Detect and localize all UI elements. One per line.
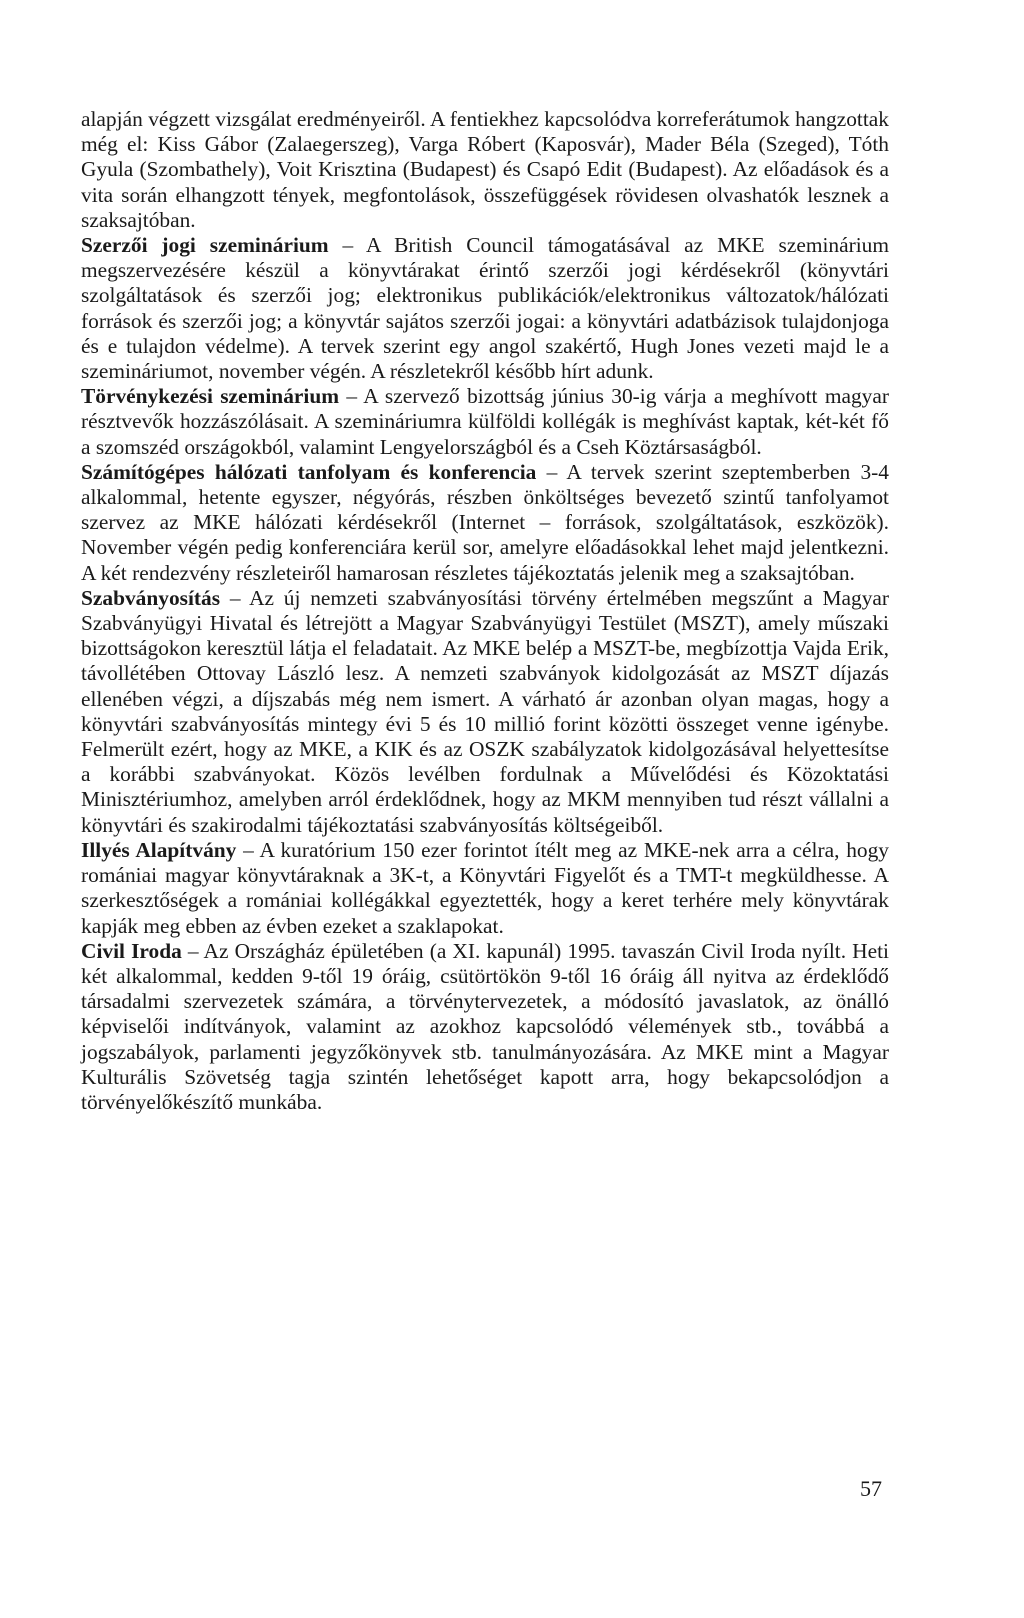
- section-heading: Szabványosítás: [81, 585, 221, 610]
- intro-paragraph: alapján végzett vizsgálat eredményeiről. A fentiekhez kapcsolódva korreferátumok hangzottak még el: Kiss Gábor (Zalaegerszeg), Varga Róbert (Kaposvár), Mader Béla (Szeged), Tóth Gyula (Szombathely), Voit Krisztina (Budapest) és Csapó Edit (Budapest). Az előadások és a vita során elhangzott tények, megfontolások, összefüggések rövidesen olvashatók lesznek a szaksajtóban.: [81, 107, 889, 232]
- section-body: A tervek szerint szeptemberben 3-4 alkalommal, hetente egyszer, négyórás, részben önköltséges bevezető szintű tanfolyamot szervez az MKE hálózati kérdésekről (Internet – források, szolgáltatások, eszközök). November végén pedig konferenciára kerül sor, amelyre előadásokkal lehet majd jelentkezni. A két rendezvény részleteiről hamarosan részletes tájékoztatás jelenik meg a szaksajtóban.: [81, 459, 889, 585]
- page-number: 57: [860, 1476, 882, 1501]
- section-heading: Civil Iroda: [81, 938, 182, 963]
- section-paragraph: [81, 586, 889, 838]
- section-body: A kuratórium 150 ezer forintot ítélt meg az MKE-nek arra a célra, hogy romániai magyar könyvtáraknak a 3K-t, a Könyvtári Figyelőt és a TMT-t megküldhesse. A szerkesztőségek a romániai kollégákkal egyeztették, hogy a keret terhére mely könyvtárak kapják meg ebben az évben ezeket a szaklapokat.: [81, 837, 889, 938]
- section-paragraph: [81, 460, 889, 586]
- section-body: A szervező bizottság június 30-ig várja a meghívott magyar résztvevők hozzászólásait. A szemináriumra külföldi kollégák is meghívást kaptak, két-két fő a szomszéd országokból, valamint Lengyelországból és a Cseh Köztársaságból.: [81, 384, 889, 459]
- section-paragraph: [81, 233, 889, 384]
- section-heading: Számítógépes hálózati tanfolyam és konferencia: [81, 459, 537, 484]
- section-body: Az Országház épületében (a XI. kapunál) 1995. tavaszán Civil Iroda nyílt. Heti két alkalommal, kedden 9-től 19 óráig, csütörtökön 9-től 16 óráig áll nyitva az érdeklődő társadalmi szervezetek számára, a törvénytervezetek, a módosító javaslatok, az önálló képviselői indítványok, valamint az azokhoz kapcsolódó vélemények stb., továbbá a jogszabályok, parlamenti jegyzőkönyvek stb. tanulmányozására. Az MKE mint a Magyar Kulturális Szövetség tagja szintén lehetőséget kapott arra, hogy bekapcsolódjon a törvényelőkészítő munkába.: [81, 938, 889, 1114]
- section-heading: Szerzői jogi szeminárium: [81, 233, 329, 258]
- section-separator: –: [220, 585, 250, 610]
- section-paragraph: [81, 384, 889, 460]
- section-separator: –: [236, 837, 260, 862]
- document-page: [81, 107, 889, 1115]
- section-separator: –: [339, 384, 364, 409]
- section-body: Az új nemzeti szabványosítási törvény értelmében megszűnt a Magyar Szabványügyi Hivatal és létrejött a Magyar Szabványügyi Testület (MSZT), amely műszaki bizottságokon keresztül látja el feladatait. Az MKE belép a MSZT-be, megbízottja Vajda Erik, távollétében Ottovay László lesz. A nemzeti szabványok kidolgozását az MSZT díjazás ellenében végzi, a díjszabás még nem ismert. A várható ár azonban olyan magas, hogy a könyvtári szabványosítás mintegy évi 5 és 10 millió forint közötti összeget venne igénybe. Felmerült ezért, hogy az MKE, a KIK és az OSZK szabályzatok kidolgozásával helyettesítse a korábbi szabványokat. Közös levélben fordulnak a Művelődési és Közoktatási Minisztériumhoz, amelyben arról érdeklődnek, hogy az MKM mennyiben tud részt vállalni a könyvtári és szakirodalmi tájékoztatási szabványosítás költségeiből.: [81, 585, 890, 837]
- section-separator: –: [181, 938, 204, 963]
- section-separator: –: [536, 459, 567, 484]
- section-heading: Törvénykezési szeminárium: [81, 384, 340, 409]
- section-body: A British Council támogatásával az MKE szeminárium megszervezésére készül a könyvtárakat érintő szerzői jogi kérdésekről (könyvtári szolgáltatások és szerzői jog; elektronikus publikációk/elektronikus változatok/hálózati források és szerzői jog; a könyvtár sajátos szerzői jogai: a könyvtári adatbázisok tulajdonjoga és e tulajdon védelme). A tervek szerint egy angol szakértő, Hugh Jones vezeti majd le a szemináriumot, november végén. A részletekről később hírt adunk.: [81, 233, 889, 384]
- section-heading: Illyés Alapítvány: [81, 837, 237, 862]
- section-separator: –: [328, 233, 366, 258]
- section-paragraph: [81, 939, 889, 1115]
- section-paragraph: [81, 838, 889, 939]
